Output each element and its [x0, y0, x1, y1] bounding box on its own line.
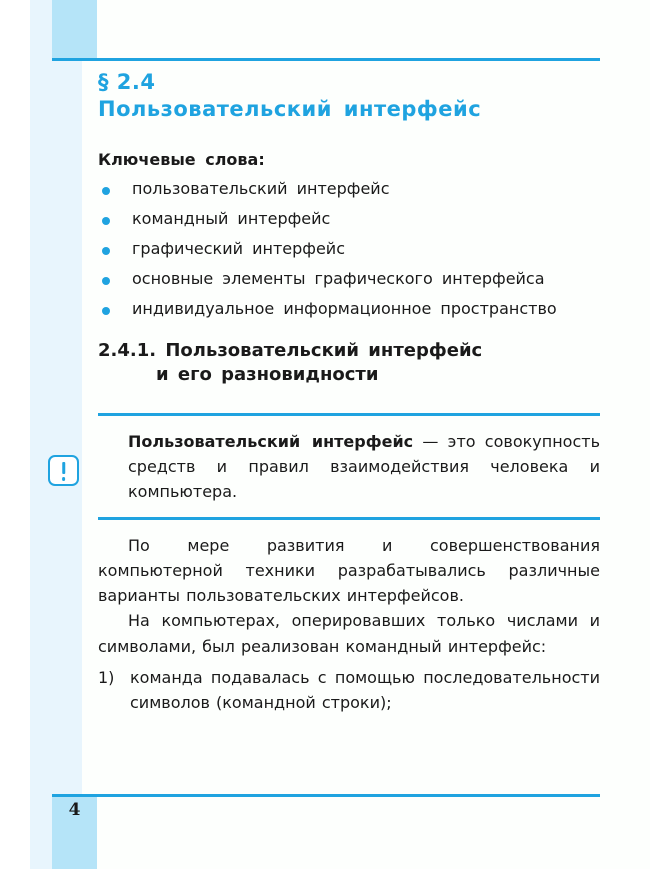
sidebar-marker-block-top: [52, 0, 97, 60]
section-number: § 2.4: [98, 70, 156, 94]
list-item-label: основные элементы графического интерфейса: [132, 268, 545, 288]
definition-text: [98, 430, 600, 504]
subsection-heading: [98, 339, 600, 388]
header-rule: [52, 58, 600, 61]
bullet-icon: [102, 247, 110, 255]
numbered-list-item: [98, 665, 600, 716]
bullet-icon: [102, 307, 110, 315]
list-item: [98, 268, 600, 288]
definition-term: Пользовательский интерфейс: [128, 432, 414, 452]
exclamation-stem: [62, 462, 66, 474]
subsection-heading-line1: 2.4.1. Пользовательский интерфейс: [98, 339, 483, 361]
exclamation-icon: [48, 455, 79, 486]
list-item: [98, 178, 600, 198]
list-item-label: командный интерфейс: [132, 208, 331, 228]
footer-rule: [52, 794, 600, 797]
definition-body: — это совокупность средств и правил взаимодействия человека и компьютера.: [128, 432, 600, 501]
list-item: [98, 208, 600, 228]
definition-callout: [98, 413, 600, 519]
list-item: [98, 298, 600, 318]
list-item-label: индивидуальное информационное пространство: [132, 298, 557, 318]
sidebar-strip: [30, 0, 82, 869]
list-item-label: команда подавалась с помощью последовательности символов (командной строки);: [130, 667, 600, 713]
page-title: Пользовательский интерфейс: [98, 96, 482, 121]
list-item-label: пользовательский интерфейс: [132, 178, 390, 198]
body-paragraph: На компьютерах, оперировавших только числами и символами, был реализован командный интерфейс:: [98, 611, 600, 656]
keywords-heading: Ключевые слова:: [98, 149, 265, 169]
page-number: 4: [68, 800, 81, 820]
keywords-list: [98, 178, 600, 318]
list-item-marker: 1): [98, 667, 115, 687]
list-item: [98, 238, 600, 258]
body-paragraph: По мере развития и совершенствования компьютерной техники разрабатывались различные варианты пользовательских интерфейсов.: [98, 535, 600, 606]
bullet-icon: [102, 217, 110, 225]
list-item-label: графический интерфейс: [132, 238, 345, 258]
content-column: [98, 70, 600, 715]
subsection-heading-line2: и его разновидности: [156, 363, 379, 385]
exclamation-dot: [62, 477, 66, 481]
bullet-icon: [102, 187, 110, 195]
bullet-icon: [102, 277, 110, 285]
